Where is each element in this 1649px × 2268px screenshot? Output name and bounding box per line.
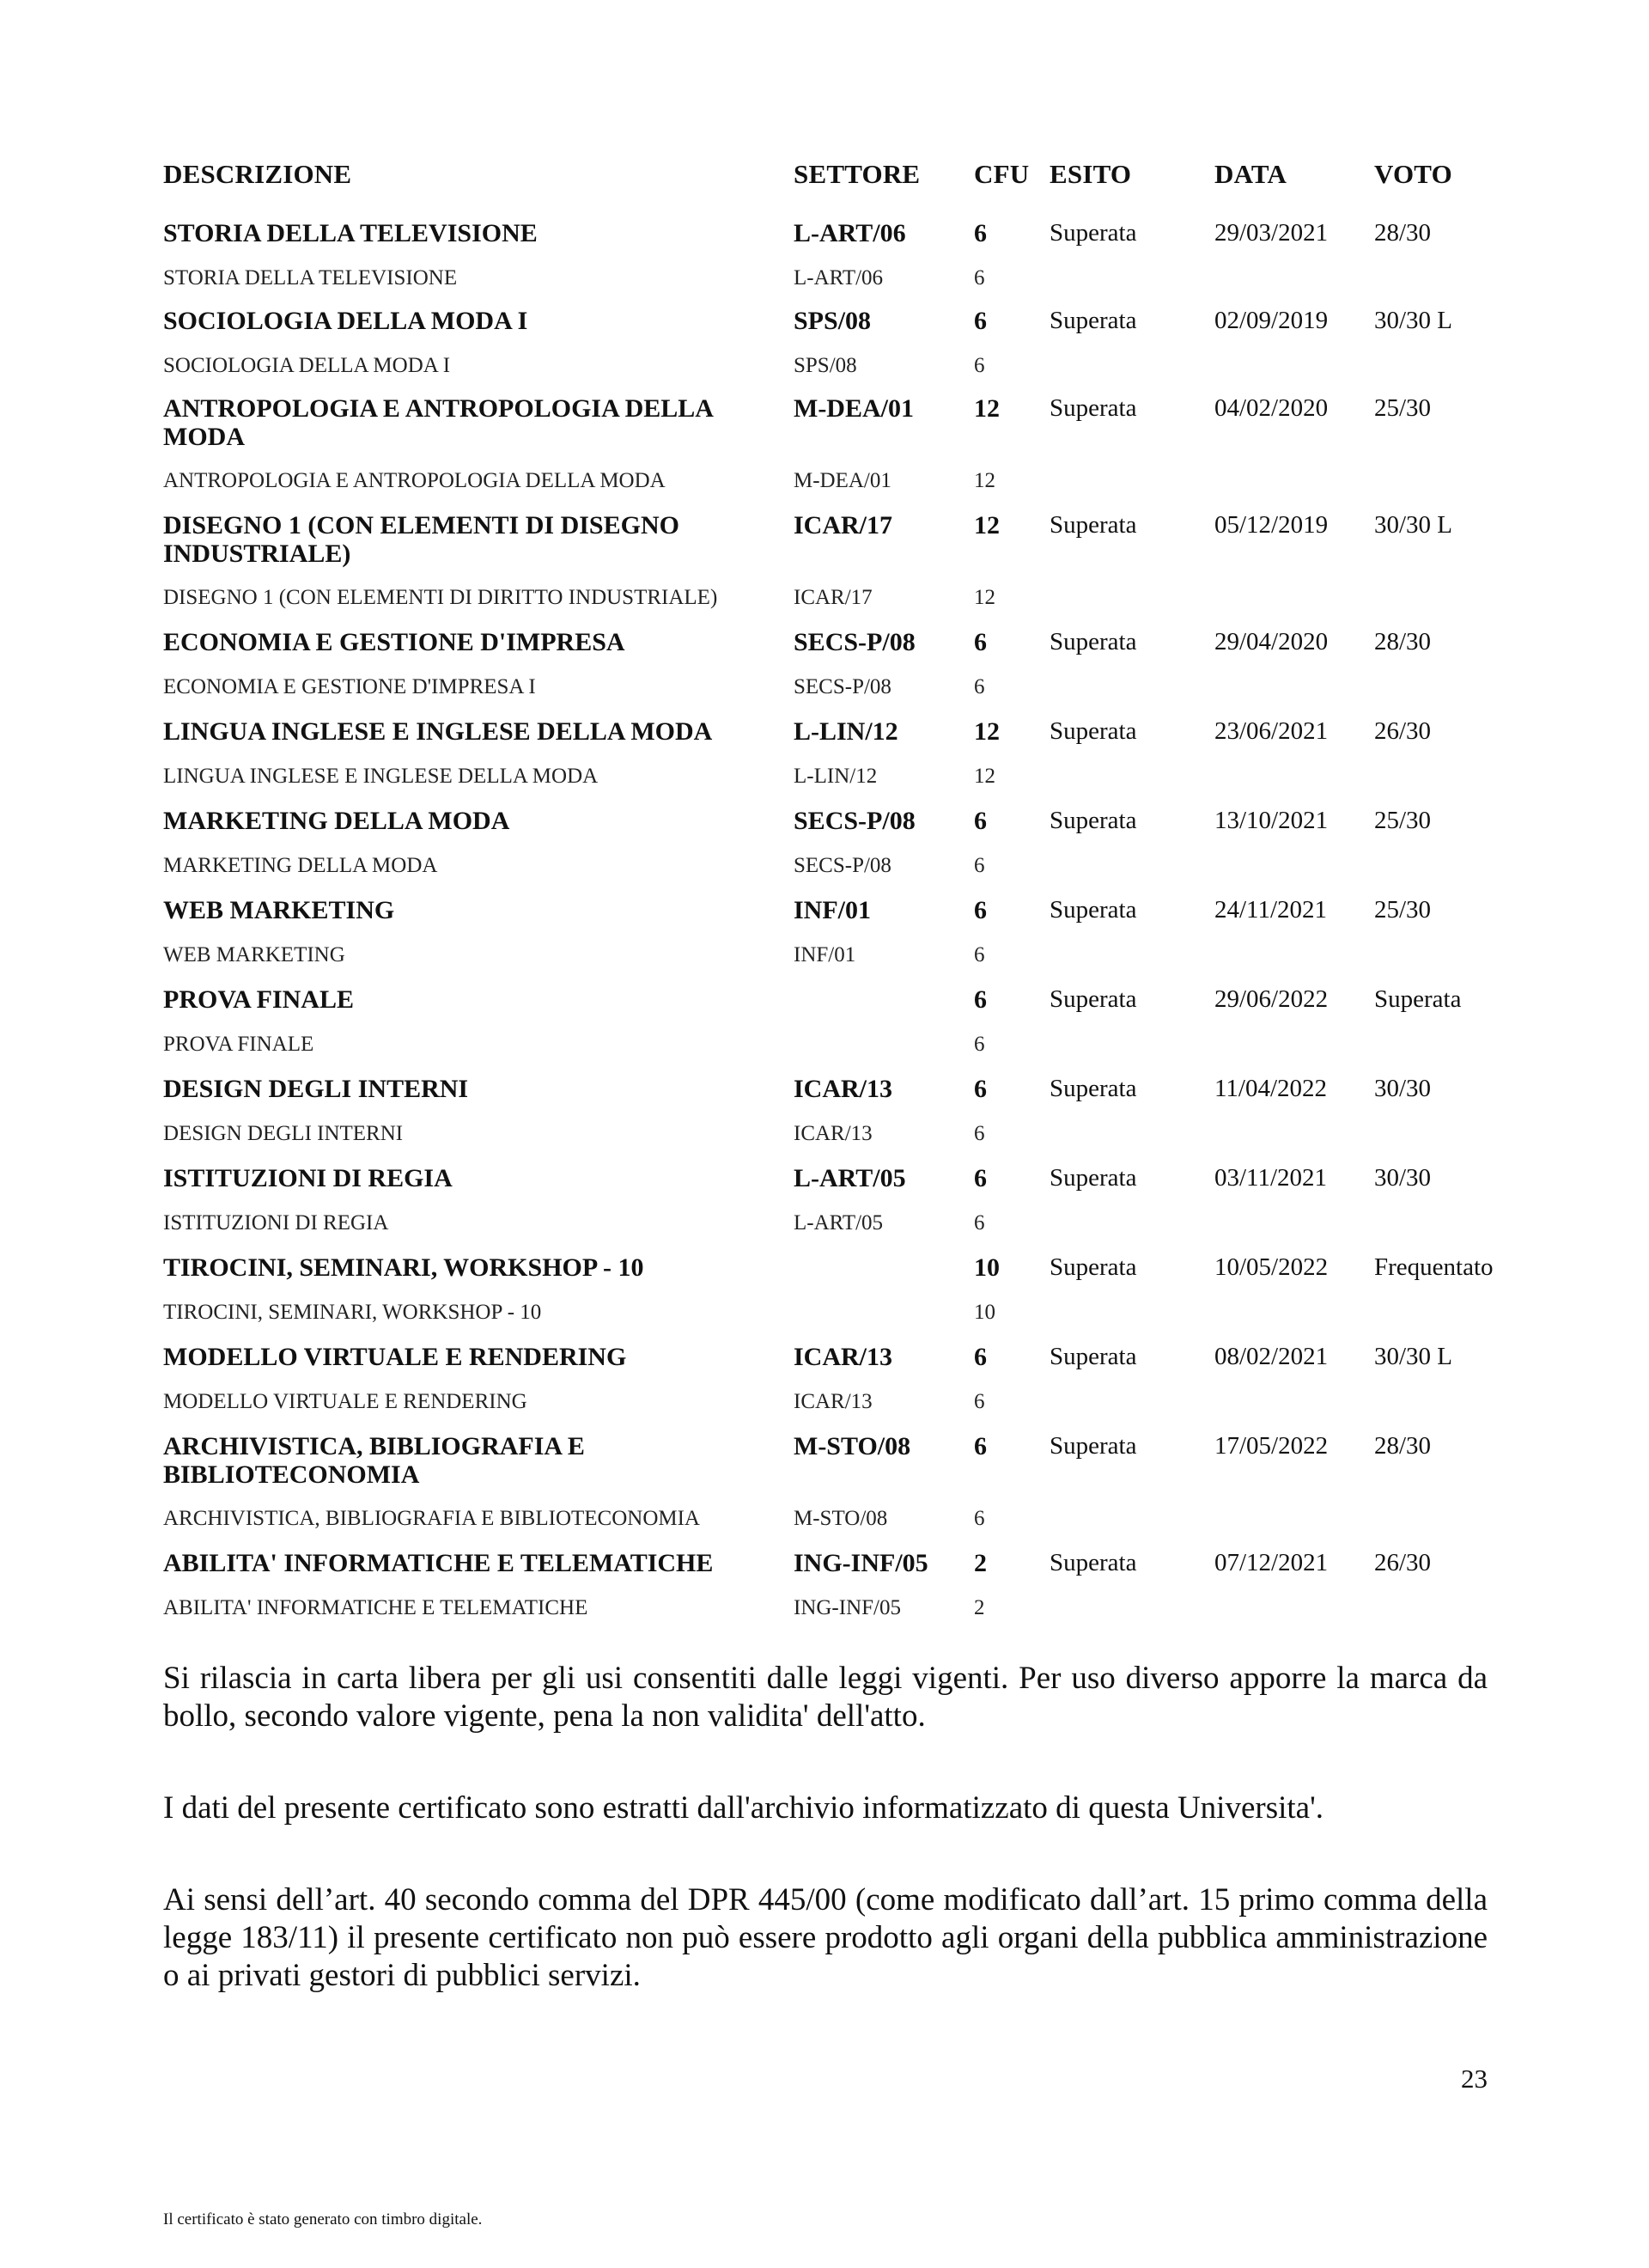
cell-descrizione: ABILITA' INFORMATICHE E TELEMATICHE xyxy=(163,1596,588,1619)
header-voto: VOTO xyxy=(1374,159,1452,189)
paragraph-carta-libera: Si rilascia in carta libera per gli usi consentiti dalle leggi vigenti. Per uso diverso apporre la marca da bollo, secondo valore vigente, pena la non validita' dell'atto. xyxy=(163,1661,1488,1734)
cell-descrizione: ISTITUZIONI DI REGIA xyxy=(163,1164,453,1192)
cell-voto: 30/30 xyxy=(1374,1164,1432,1192)
cell-esito: Superata xyxy=(1050,717,1137,745)
cell-data: 07/12/2021 xyxy=(1214,1549,1329,1576)
cell-voto: 28/30 xyxy=(1374,628,1432,655)
cell-settore: INF/01 xyxy=(794,896,871,924)
cell-descrizione: ISTITUZIONI DI REGIA xyxy=(163,1211,389,1235)
cell-voto: 25/30 xyxy=(1374,896,1432,924)
cell-settore: M-STO/08 xyxy=(794,1507,888,1530)
cell-descrizione: LINGUA INGLESE E INGLESE DELLA MODA xyxy=(163,765,599,788)
cell-voto: 30/30 L xyxy=(1374,1343,1453,1370)
cell-descrizione: MARKETING DELLA MODA xyxy=(163,854,438,877)
cell-cfu: 6 xyxy=(974,1211,985,1235)
page-number: 23 xyxy=(1461,2064,1488,2094)
cell-data: 23/06/2021 xyxy=(1214,717,1329,745)
cell-descrizione: ARCHIVISTICA, BIBLIOGRAFIA E BIBLIOTECONOMIA xyxy=(163,1507,700,1530)
cell-descrizione: ECONOMIA E GESTIONE D'IMPRESA I xyxy=(163,675,536,698)
cell-data: 29/06/2022 xyxy=(1214,985,1329,1013)
cell-voto: 28/30 xyxy=(1374,219,1432,247)
cell-settore: L-LIN/12 xyxy=(794,765,878,788)
cell-settore: SECS-P/08 xyxy=(794,628,916,656)
cell-data: 05/12/2019 xyxy=(1214,511,1329,539)
cell-settore: ICAR/13 xyxy=(794,1075,893,1103)
header-data: DATA xyxy=(1214,159,1287,189)
cell-descrizione: WEB MARKETING xyxy=(163,896,395,924)
cell-data: 08/02/2021 xyxy=(1214,1343,1329,1370)
cell-settore: SECS-P/08 xyxy=(794,854,891,877)
cell-esito: Superata xyxy=(1050,1549,1137,1576)
cell-data: 13/10/2021 xyxy=(1214,807,1329,834)
cell-descrizione: WEB MARKETING xyxy=(163,943,345,966)
cell-cfu: 6 xyxy=(974,896,987,924)
cell-data: 29/04/2020 xyxy=(1214,628,1329,655)
cell-cfu: 6 xyxy=(974,1390,985,1413)
cell-descrizione: LINGUA INGLESE E INGLESE DELLA MODA xyxy=(163,717,713,746)
cell-data: 29/03/2021 xyxy=(1214,219,1329,247)
cell-esito: Superata xyxy=(1050,1253,1137,1281)
cell-descrizione: DESIGN DEGLI INTERNI xyxy=(163,1122,404,1145)
cell-cfu: 12 xyxy=(974,394,1000,423)
cell-voto: Frequentato xyxy=(1374,1253,1494,1281)
cell-settore: M-DEA/01 xyxy=(794,469,891,492)
cell-settore: ING-INF/05 xyxy=(794,1596,901,1619)
cell-descrizione: ARCHIVISTICA, BIBLIOGRAFIA E BIBLIOTECONOMIA xyxy=(163,1432,585,1489)
cell-descrizione: ANTROPOLOGIA E ANTROPOLOGIA DELLA MODA xyxy=(163,469,666,492)
cell-esito: Superata xyxy=(1050,628,1137,655)
cell-descrizione: MARKETING DELLA MODA xyxy=(163,807,510,835)
cell-data: 10/05/2022 xyxy=(1214,1253,1329,1281)
cell-cfu: 6 xyxy=(974,943,985,966)
cell-descrizione: TIROCINI, SEMINARI, WORKSHOP - 10 xyxy=(163,1301,542,1324)
cell-cfu: 6 xyxy=(974,628,987,656)
cell-descrizione: DESIGN DEGLI INTERNI xyxy=(163,1075,469,1103)
cell-descrizione: SOCIOLOGIA DELLA MODA I xyxy=(163,307,528,335)
cell-voto: 26/30 xyxy=(1374,717,1432,745)
cell-data: 17/05/2022 xyxy=(1214,1432,1329,1460)
cell-cfu: 12 xyxy=(974,765,995,788)
header-settore: SETTORE xyxy=(794,159,921,189)
cell-settore: ICAR/13 xyxy=(794,1390,873,1413)
cell-esito: Superata xyxy=(1050,1164,1137,1192)
paragraph-dpr-445: Ai sensi dell’art. 40 secondo comma del DPR 445/00 (come modificato dall’art. 15 primo comma della legge 183/11) il presente certificato non può essere prodotto agli organi della pubblica amministrazione o ai privati gestori di pubblici servizi. xyxy=(163,1882,1488,1993)
cell-esito: Superata xyxy=(1050,1075,1137,1102)
cell-descrizione: MODELLO VIRTUALE E RENDERING xyxy=(163,1343,627,1371)
cell-settore: L-LIN/12 xyxy=(794,717,898,746)
cell-data: 04/02/2020 xyxy=(1214,394,1329,422)
cell-esito: Superata xyxy=(1050,985,1137,1013)
cell-voto: 30/30 L xyxy=(1374,307,1453,334)
cell-voto: 30/30 L xyxy=(1374,511,1453,539)
cell-settore: L-ART/06 xyxy=(794,266,884,290)
cell-settore: SECS-P/08 xyxy=(794,807,916,835)
header-esito: ESITO xyxy=(1050,159,1132,189)
cell-esito: Superata xyxy=(1050,1432,1137,1460)
cell-descrizione: PROVA FINALE xyxy=(163,1033,314,1056)
cell-cfu: 12 xyxy=(974,469,995,492)
cell-settore: INF/01 xyxy=(794,943,856,966)
cell-settore: ICAR/17 xyxy=(794,586,873,609)
cell-descrizione: DISEGNO 1 (CON ELEMENTI DI DIRITTO INDUSTRIALE) xyxy=(163,586,718,609)
cell-data: 24/11/2021 xyxy=(1214,896,1328,924)
header-descrizione: DESCRIZIONE xyxy=(163,159,352,189)
cell-settore: SPS/08 xyxy=(794,354,857,377)
cell-esito: Superata xyxy=(1050,896,1137,924)
footer-note: Il certificato è stato generato con timbro digitale. xyxy=(163,2210,483,2228)
cell-data: 03/11/2021 xyxy=(1214,1164,1328,1192)
cell-descrizione: ABILITA' INFORMATICHE E TELEMATICHE xyxy=(163,1549,714,1577)
cell-settore: L-ART/06 xyxy=(794,219,906,247)
cell-settore: SECS-P/08 xyxy=(794,675,891,698)
cell-cfu: 6 xyxy=(974,219,987,247)
paragraph-dati-archivio: I dati del presente certificato sono estratti dall'archivio informatizzato di questa Universita'. xyxy=(163,1790,1324,1826)
cell-cfu: 6 xyxy=(974,854,985,877)
cell-data: 02/09/2019 xyxy=(1214,307,1329,334)
cell-cfu: 6 xyxy=(974,1075,987,1103)
cell-cfu: 6 xyxy=(974,1432,987,1460)
cell-descrizione: STORIA DELLA TELEVISIONE xyxy=(163,266,458,290)
cell-settore: ICAR/13 xyxy=(794,1343,893,1371)
cell-cfu: 6 xyxy=(974,1122,985,1145)
cell-settore: L-ART/05 xyxy=(794,1211,884,1235)
cell-voto: 30/30 xyxy=(1374,1075,1432,1102)
cell-voto: 25/30 xyxy=(1374,807,1432,834)
cell-voto: 28/30 xyxy=(1374,1432,1432,1460)
cell-descrizione: STORIA DELLA TELEVISIONE xyxy=(163,219,538,247)
cell-settore: SPS/08 xyxy=(794,307,872,335)
cell-descrizione: ANTROPOLOGIA E ANTROPOLOGIA DELLA MODA xyxy=(163,394,713,451)
cell-esito: Superata xyxy=(1050,1343,1137,1370)
cell-voto: 25/30 xyxy=(1374,394,1432,422)
cell-voto: 26/30 xyxy=(1374,1549,1432,1576)
cell-cfu: 12 xyxy=(974,717,1000,746)
cell-cfu: 6 xyxy=(974,1507,985,1530)
cell-cfu: 6 xyxy=(974,307,987,335)
cell-settore: M-STO/08 xyxy=(794,1432,911,1460)
cell-cfu: 2 xyxy=(974,1549,987,1577)
cell-esito: Superata xyxy=(1050,511,1137,539)
cell-settore: L-ART/05 xyxy=(794,1164,906,1192)
cell-cfu: 6 xyxy=(974,354,985,377)
cell-descrizione: SOCIOLOGIA DELLA MODA I xyxy=(163,354,451,377)
cell-descrizione: PROVA FINALE xyxy=(163,985,354,1014)
header-cfu: CFU xyxy=(974,159,1030,189)
cell-settore: ING-INF/05 xyxy=(794,1549,928,1577)
cell-esito: Superata xyxy=(1050,307,1137,334)
cell-cfu: 6 xyxy=(974,1033,985,1056)
cell-settore: ICAR/17 xyxy=(794,511,893,540)
cell-cfu: 6 xyxy=(974,675,985,698)
cell-cfu: 10 xyxy=(974,1253,1000,1282)
cell-cfu: 2 xyxy=(974,1596,985,1619)
cell-descrizione: TIROCINI, SEMINARI, WORKSHOP - 10 xyxy=(163,1253,644,1282)
cell-descrizione: MODELLO VIRTUALE E RENDERING xyxy=(163,1390,527,1413)
cell-cfu: 6 xyxy=(974,1343,987,1371)
cell-cfu: 6 xyxy=(974,985,987,1014)
cell-voto: Superata xyxy=(1374,985,1462,1013)
cell-cfu: 6 xyxy=(974,266,985,290)
cell-cfu: 12 xyxy=(974,586,995,609)
cell-descrizione: ECONOMIA E GESTIONE D'IMPRESA xyxy=(163,628,625,656)
cell-descrizione: DISEGNO 1 (CON ELEMENTI DI DISEGNO INDUSTRIALE) xyxy=(163,511,679,568)
cell-cfu: 12 xyxy=(974,511,1000,540)
cell-esito: Superata xyxy=(1050,219,1137,247)
cell-esito: Superata xyxy=(1050,807,1137,834)
cell-data: 11/04/2022 xyxy=(1214,1075,1328,1102)
cell-settore: M-DEA/01 xyxy=(794,394,914,423)
cell-cfu: 10 xyxy=(974,1301,995,1324)
cell-cfu: 6 xyxy=(974,807,987,835)
cell-cfu: 6 xyxy=(974,1164,987,1192)
cell-settore: ICAR/13 xyxy=(794,1122,873,1145)
cell-esito: Superata xyxy=(1050,394,1137,422)
